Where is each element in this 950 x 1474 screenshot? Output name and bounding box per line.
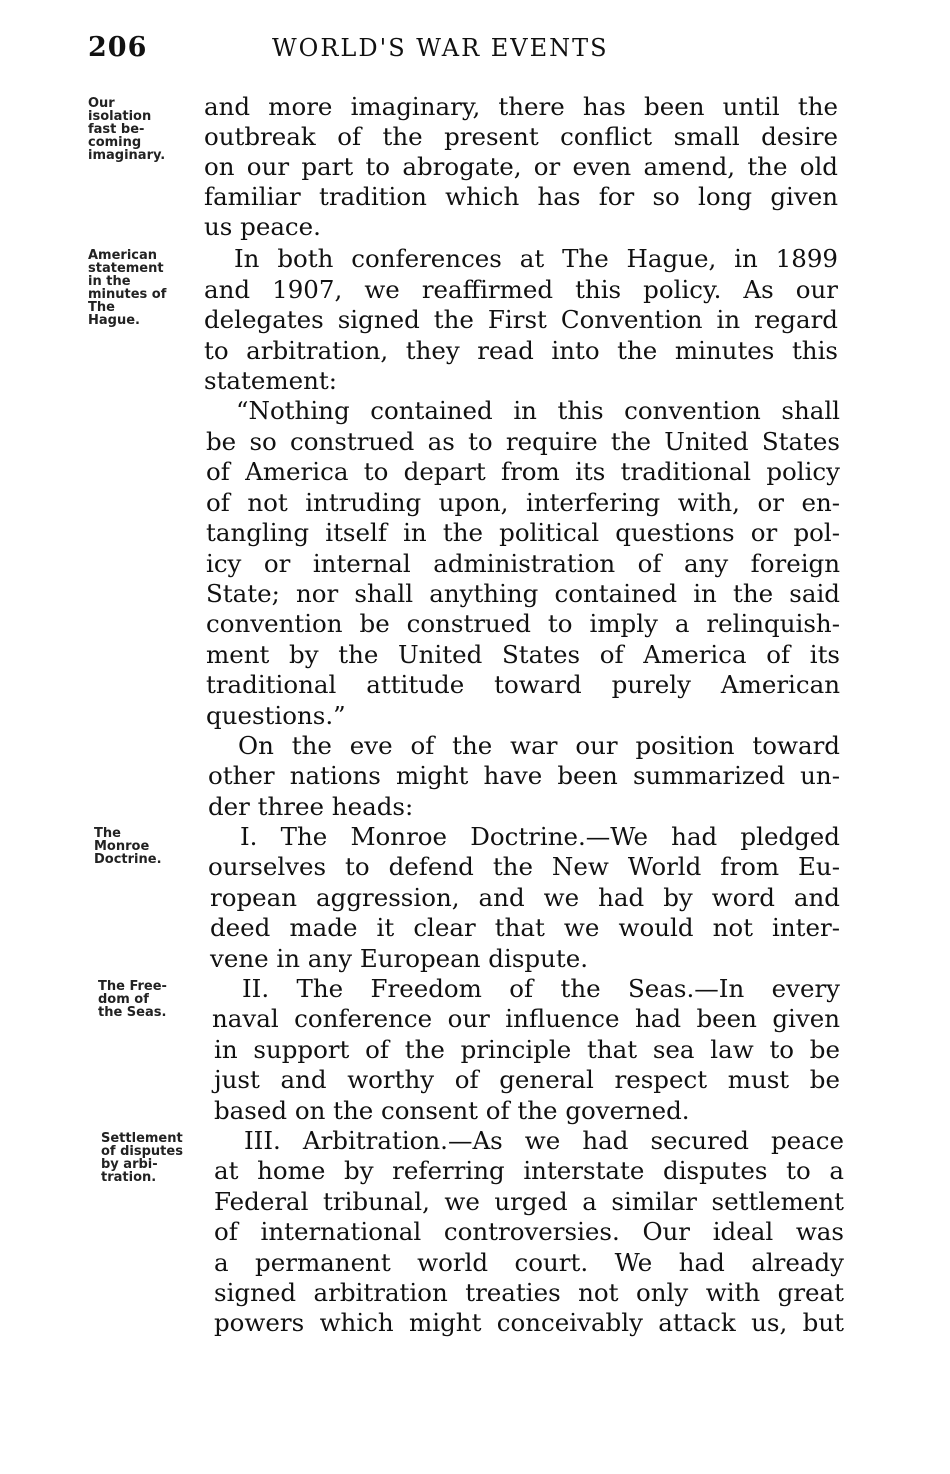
text-line: tangling itself in the political questions or pol- — [206, 518, 840, 547]
text-line: of America to depart from its traditional policy — [206, 457, 840, 486]
text-line: in support of the principle that sea law to be — [214, 1035, 840, 1064]
text-line: based on the consent of the governed. — [214, 1096, 690, 1125]
text-line: of international controversies. Our ideal was — [214, 1217, 844, 1246]
text-line: and more imaginary, there has been until the — [204, 92, 838, 121]
text-line: just and worthy of general respect must be — [214, 1065, 840, 1094]
text-line: III. Arbitration.—As we had secured peace — [244, 1126, 844, 1155]
margin-note-freedom-of-seas: The Free- dom of the Seas. — [98, 979, 167, 1020]
text-line: der three heads: — [208, 792, 414, 821]
text-line: “Nothing contained in this convention shall — [236, 396, 840, 425]
text-line: vene in any European dispute. — [210, 944, 588, 973]
text-line: statement: — [204, 366, 337, 395]
text-line: to arbitration, they read into the minutes this — [204, 336, 838, 365]
text-line: outbreak of the present conflict small desire — [204, 122, 838, 151]
text-line: naval conference our influence had been given — [212, 1004, 840, 1033]
text-line: a permanent world court. We had already — [214, 1248, 844, 1277]
text-line: on our part to abrogate, or even amend, the old — [204, 152, 838, 181]
text-line: be so construed as to require the United States — [206, 427, 840, 456]
page-header — [0, 32, 950, 72]
text-line: of not intruding upon, interfering with, or en- — [206, 488, 840, 517]
text-line: at home by referring interstate disputes to a — [214, 1156, 844, 1185]
text-line: Federal tribunal, we urged a similar settlement — [214, 1187, 844, 1216]
text-line: familiar tradition which has for so long given — [204, 182, 838, 211]
text-line: icy or internal administration of any foreign — [206, 549, 840, 578]
text-line: State; nor shall anything contained in the said — [206, 579, 840, 608]
text-line: ropean aggression, and we had by word and — [210, 883, 840, 912]
page-number: 206 — [88, 32, 148, 63]
text-line: On the eve of the war our position toward — [238, 731, 840, 760]
text-line: convention be construed to imply a relinquish- — [206, 609, 840, 638]
text-line: questions.” — [206, 701, 346, 730]
text-line: deed made it clear that we would not inter- — [210, 913, 840, 942]
running-title: WORLD'S WAR EVENTS — [272, 34, 609, 62]
text-line: signed arbitration treaties not only with great — [214, 1278, 844, 1307]
text-line: powers which might conceivably attack us, but — [214, 1308, 844, 1337]
text-line: delegates signed the First Convention in regard — [204, 305, 838, 334]
text-line: traditional attitude toward purely American — [206, 670, 840, 699]
margin-note-monroe-doctrine: The Monroe Doctrine. — [94, 826, 162, 867]
text-line: II. The Freedom of the Seas.—In every — [242, 974, 840, 1003]
text-line: ment by the United States of America of its — [206, 640, 840, 669]
margin-note-arbitration: Settlement of disputes by arbi- tration. — [101, 1131, 183, 1185]
text-line: In both conferences at The Hague, in 1899 — [234, 244, 838, 273]
text-line: and 1907, we reaffirmed this policy. As our — [204, 275, 838, 304]
text-line: ourselves to defend the New World from Eu- — [208, 852, 840, 881]
text-line: I. The Monroe Doctrine.—We had pledged — [240, 822, 840, 851]
margin-note-isolation: Our isolation fast be- coming imaginary. — [88, 96, 166, 163]
margin-note-hague-statement: American statement in the minutes of The Hague. — [88, 248, 167, 328]
text-line: other nations might have been summarized un- — [208, 761, 840, 790]
text-line: us peace. — [204, 212, 321, 241]
